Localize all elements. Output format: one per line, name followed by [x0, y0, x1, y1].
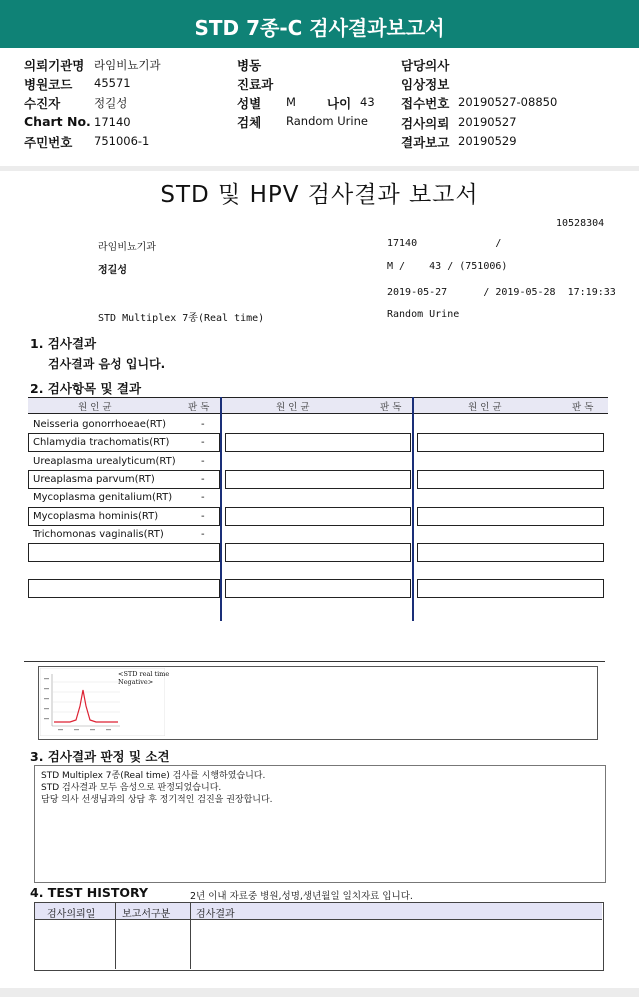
organism-result: -: [201, 419, 205, 430]
table-row: [225, 470, 411, 489]
request-date-label: 검사의뢰: [401, 116, 450, 131]
history-note: 2년 이내 자료중 병원,성명,생년월일 일치자료 입니다.: [190, 891, 413, 902]
report-patient: 정길성: [98, 265, 127, 276]
section4-title: 4. TEST HISTORY: [30, 885, 149, 900]
resident-no-value: 751006-1: [94, 134, 150, 148]
request-date-value: 20190527: [458, 115, 517, 129]
table-row: [225, 507, 411, 526]
section1-result: 검사결과 음성 입니다.: [48, 357, 166, 371]
table-divider-2: [412, 397, 414, 621]
report-chart-no: 17140 /: [387, 238, 502, 249]
report-org: 라임비뇨기과: [98, 242, 156, 253]
age-label: 나이: [327, 96, 352, 111]
table-row: [417, 470, 604, 489]
table-row: [417, 507, 604, 526]
graph-legend-line: Negative>: [118, 678, 154, 686]
organism-result: -: [201, 529, 205, 540]
history-col-divider: [115, 903, 116, 969]
table-row: [417, 543, 604, 562]
col-organism-2: 원 인 균: [276, 402, 310, 413]
section2-title: 2. 검사항목 및 결과: [30, 381, 142, 396]
organism-result: -: [201, 492, 205, 503]
examinee-value: 정길성: [94, 96, 128, 110]
table-row: [28, 579, 220, 598]
organism-result: -: [201, 474, 205, 485]
window-title: STD 7종-C 검사결과보고서: [194, 16, 445, 40]
col-result-2: 판 독: [380, 402, 402, 413]
organism-name: Neisseria gonorrhoeae(RT): [33, 419, 166, 430]
history-col-report-type: 보고서구분: [122, 909, 171, 920]
resident-no-label: 주민번호: [24, 135, 73, 150]
table-row: [225, 433, 411, 452]
col-result-1: 판 독: [188, 402, 210, 413]
doc-number: 10528304: [556, 218, 605, 229]
opinion-line: 담당 의사 선생님과의 상담 후 정기적인 검진을 권장합니다.: [41, 795, 273, 805]
sex-label: 성별: [237, 96, 262, 111]
table-divider-1: [220, 397, 222, 621]
col-organism-1: 원 인 균: [78, 402, 112, 413]
doctor-label: 담당의사: [401, 58, 450, 73]
report-specimen: Random Urine: [387, 309, 460, 320]
organism-name: Ureaplasma parvum(RT): [33, 474, 155, 485]
history-table-header: [35, 903, 602, 920]
opinion-line: STD 검사결과 모두 음성으로 판정되었습니다.: [41, 783, 222, 793]
table-row: [417, 579, 604, 598]
table-row: [28, 543, 220, 562]
graph-legend-line: <STD real time: [118, 670, 170, 678]
examinee-label: 수진자: [24, 96, 61, 111]
requesting-org-value: 라임비뇨기과: [94, 58, 161, 72]
table-row: [225, 543, 411, 562]
organism-name: Chlamydia trachomatis(RT): [33, 437, 170, 448]
chart-no-label: Chart No.: [24, 114, 91, 129]
hospital-code-value: 45571: [94, 76, 131, 90]
ward-label: 병동: [237, 58, 262, 73]
hospital-code-label: 병원코드: [24, 77, 73, 92]
report-date-label: 결과보고: [401, 135, 450, 150]
organism-result: -: [201, 511, 205, 522]
sex-value: M: [286, 95, 296, 109]
col-result-3: 판 독: [572, 402, 594, 413]
title-bar: [0, 0, 639, 48]
organism-name: Ureaplasma urealyticum(RT): [33, 456, 176, 467]
organism-name: Trichomonas vaginalis(RT): [33, 529, 164, 540]
history-col-request-date: 검사의뢰일: [47, 909, 96, 920]
clinical-info-label: 임상정보: [401, 77, 450, 92]
results-table-header: [28, 397, 608, 414]
history-col-divider: [190, 903, 191, 969]
requesting-org-label: 의뢰기관명: [24, 58, 85, 73]
age-value: 43: [360, 95, 375, 109]
chart-no-value: 17140: [94, 115, 131, 129]
organism-name: Mycoplasma hominis(RT): [33, 511, 159, 522]
report-dates: 2019-05-27 / 2019-05-28 17:19:33: [387, 287, 616, 298]
receipt-no-value: 20190527-08850: [458, 95, 558, 109]
section3-title: 3. 검사결과 판정 및 소견: [30, 749, 170, 764]
report-date-value: 20190529: [458, 134, 517, 148]
report-sex-age: M / 43 / (751006): [387, 261, 508, 272]
table-row: [417, 433, 604, 452]
dept-label: 진료과: [237, 77, 274, 92]
opinion-line: STD Multiplex 7종(Real time) 검사를 시행하였습니다.: [41, 771, 266, 781]
specimen-label: 검체: [237, 115, 262, 130]
organism-result: -: [201, 456, 205, 467]
table-row: [225, 579, 411, 598]
graph-legend: [118, 670, 169, 686]
report-title: STD 및 HPV 검사결과 보고서: [160, 182, 479, 208]
bottom-gap: [0, 988, 639, 997]
history-col-result: 검사결과: [196, 909, 235, 920]
organism-result: -: [201, 437, 205, 448]
receipt-no-label: 접수번호: [401, 96, 450, 111]
col-organism-3: 원 인 균: [468, 402, 502, 413]
organism-name: Mycoplasma genitalium(RT): [33, 492, 173, 503]
specimen-value: Random Urine: [286, 114, 368, 128]
section-separator: [24, 661, 605, 662]
report-test-name: STD Multiplex 7종(Real time): [98, 313, 265, 324]
section1-title: 1. 검사결과: [30, 336, 97, 351]
